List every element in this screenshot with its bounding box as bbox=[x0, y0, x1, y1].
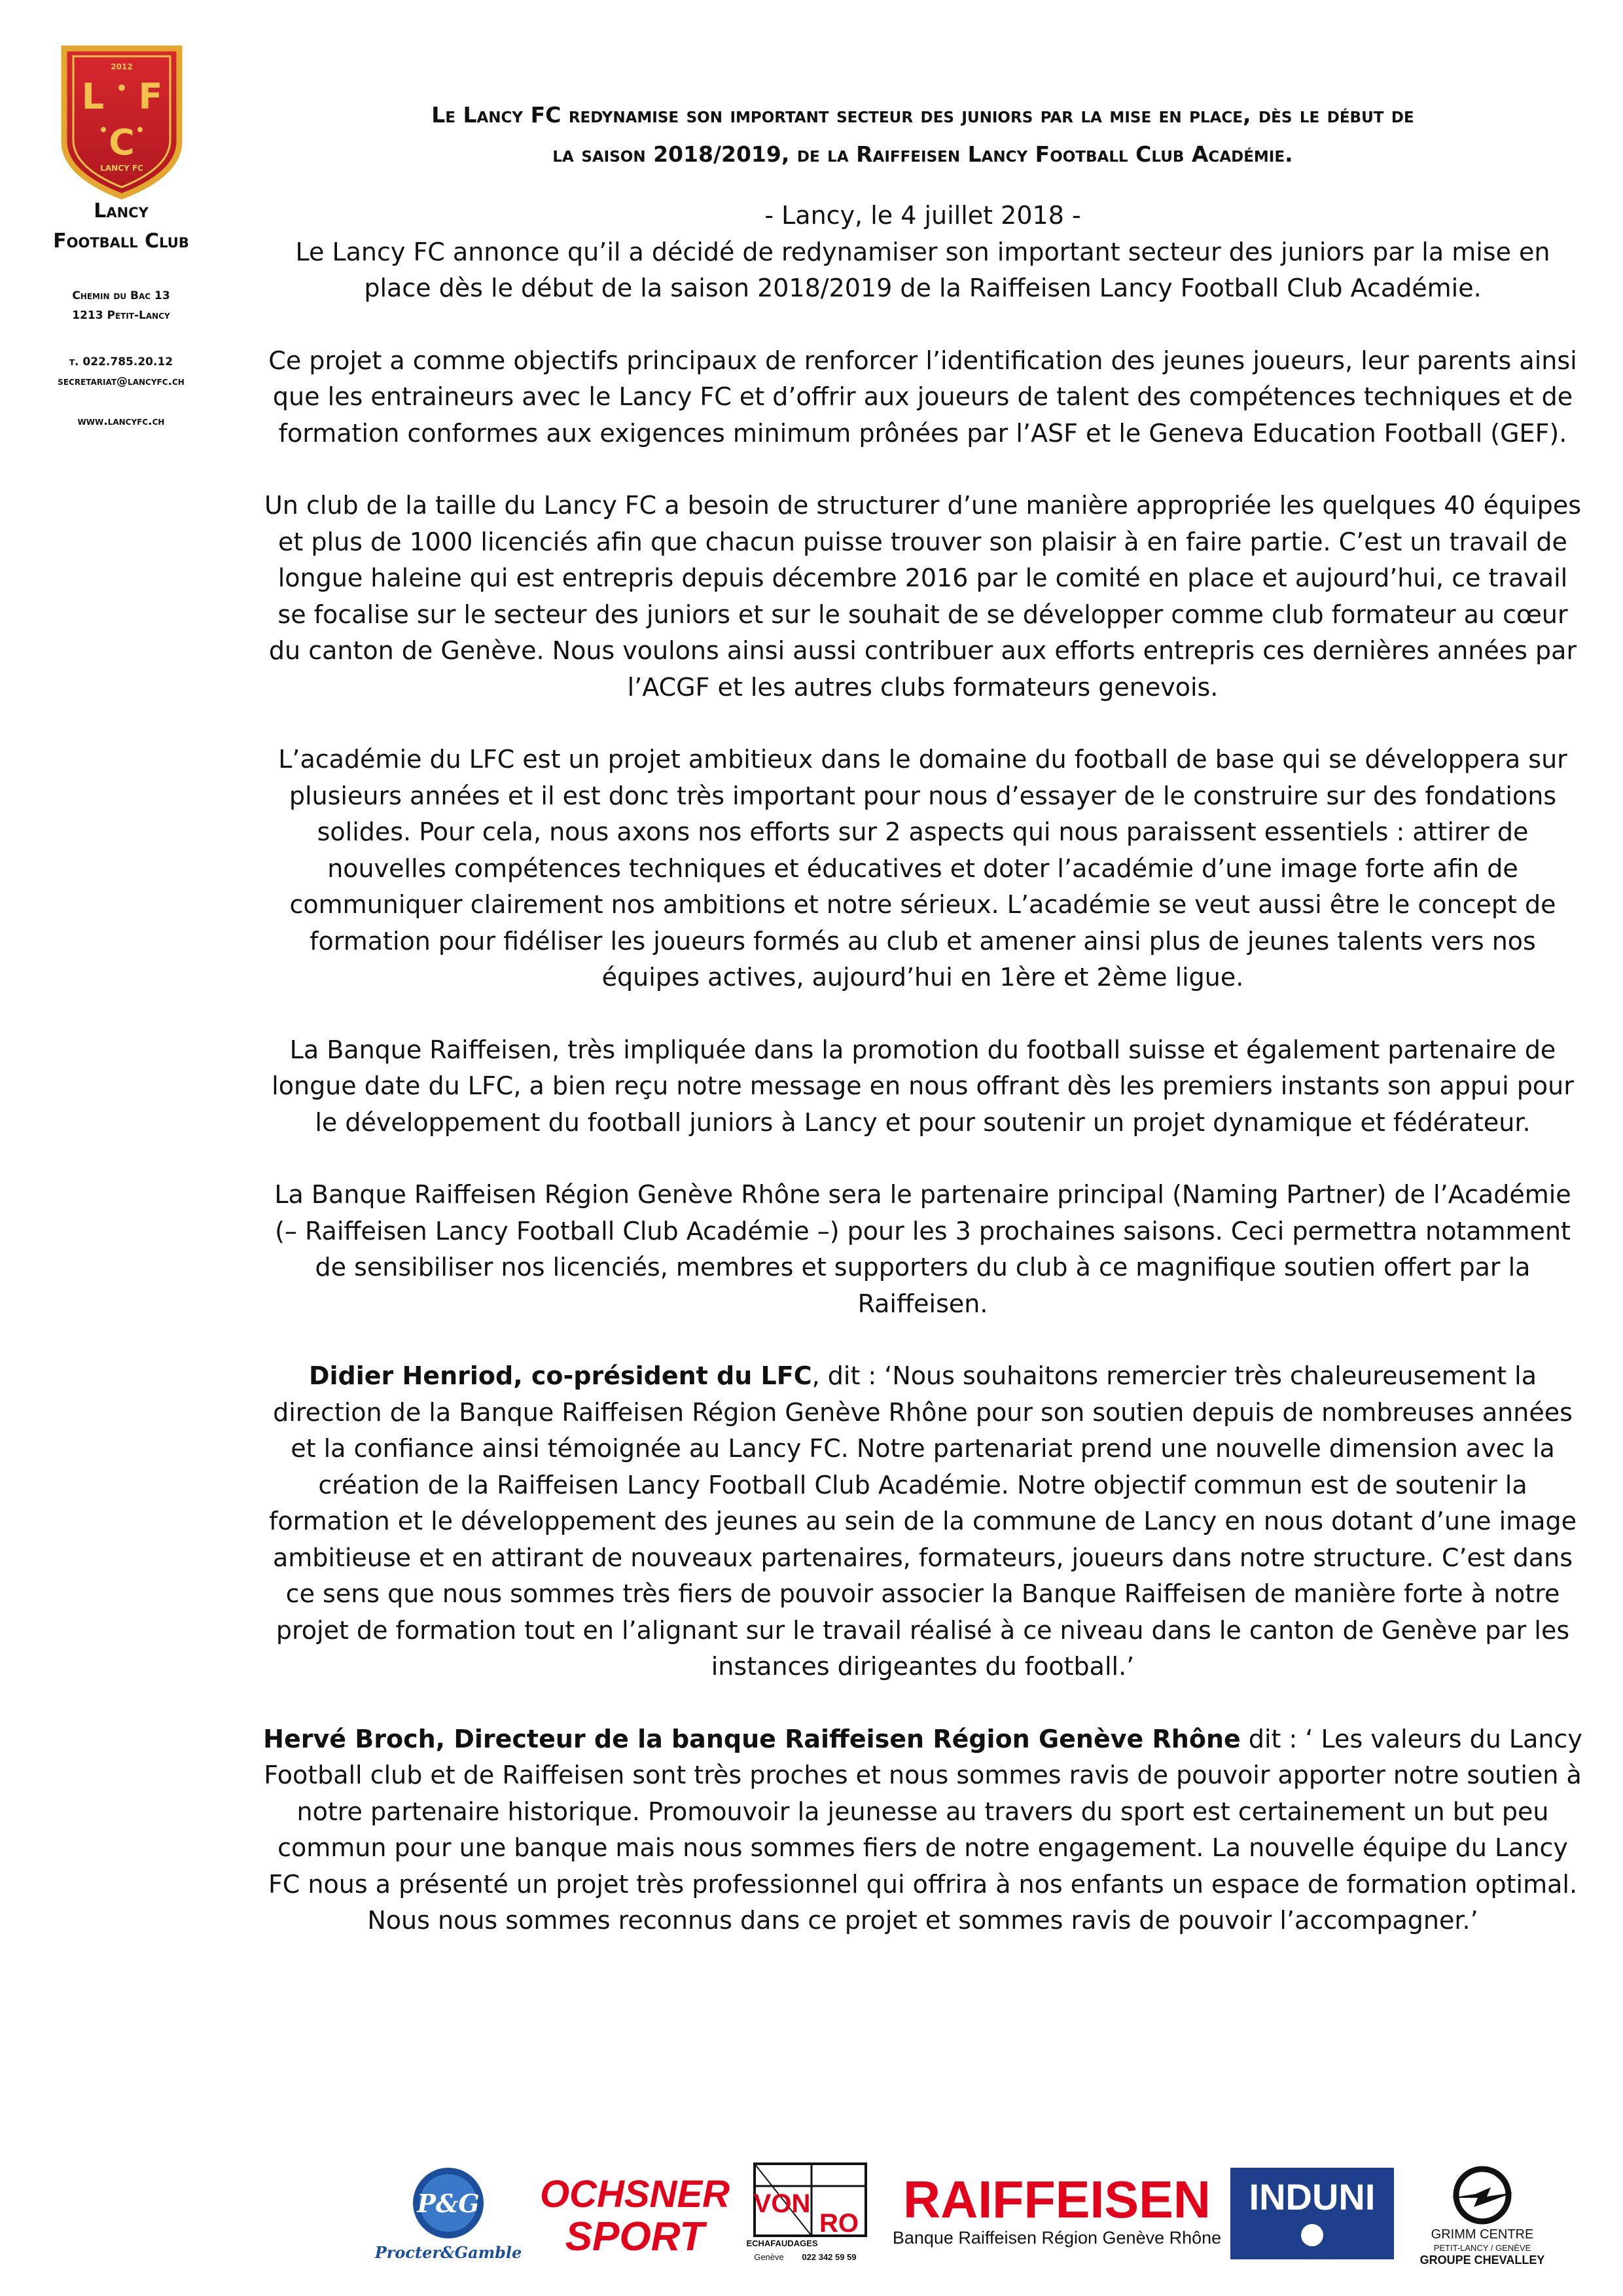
vonro-echafaudages: ECHAFAUDAGES bbox=[746, 2238, 818, 2248]
club-email[interactable]: secretariat@lancyfc.ch bbox=[58, 375, 185, 388]
crest-subtitle: LANCY FC bbox=[100, 164, 143, 173]
grimm-line1: GRIMM CENTRE bbox=[1431, 2227, 1534, 2242]
raiffeisen-subtitle: Banque Raiffeisen Région Genève Rhône bbox=[892, 2228, 1222, 2248]
procter-gamble-logo bbox=[374, 2166, 522, 2265]
paragraph-objectives: Ce projet a comme objectifs principaux de renforcer l’identification des jeunes joueurs, leur parents ainsi que les entraineurs avec le Lancy FC et d’offrir aux joueurs de talent des compétences techniques et de formation conformes aux exigences minimum prônées par l’ASF et le Geneva Education Football (GEF). bbox=[268, 346, 1577, 448]
ochsner-sport-logo bbox=[537, 2173, 733, 2258]
headline-line2: la saison 2018/2019, de la Raiffeisen Lancy Football Club Académie. bbox=[552, 141, 1293, 167]
club-name bbox=[13, 196, 229, 257]
induni-logo bbox=[1230, 2168, 1394, 2259]
von-ro-logo bbox=[746, 2160, 874, 2265]
vonro-von: VON bbox=[753, 2189, 811, 2218]
paragraph-club-structure: Un club de la taille du Lancy FC a besoin de structurer d’une manière appropriée les quelques 40 équipes et plus de 1000 licenciés afin que chacun puisse trouver son plaisir à en faire partie. C’est un travail de longue haleine qui est entrepris depuis décembre 2016 par le comité en place et aujourd’hui, ce travail se focalise sur le secteur des juniors et sur le souhait de se développer comme club formateur au cœur du canton de Genève. Nous voulons ainsi aussi contribuer aux efforts entrepris ces dernières années par l’ACGF et les autres clubs formateurs genevois. bbox=[264, 491, 1582, 702]
svg-text:F: F bbox=[138, 76, 163, 117]
paragraph-academy: L’académie du LFC est un projet ambitieux dans le domaine du football de base qui se développera sur plusieurs années et il est donc très important pour nous d’essayer de le construire sur des fondations solides. Pour cela, nous axons nos efforts sur 2 aspects qui nous paraissent essentiels : attirer de nouvelles compétences techniques et éducatives et doter l’académie d’une image forte afin de communiquer clairement nos ambitions et notre sérieux. L’académie se veut aussi être le concept de formation pour fidéliser les joueurs formés au club et amener ainsi plus de jeunes talents vers nos équipes actives, aujourd’hui en 1ère et 2ème ligue. bbox=[278, 745, 1567, 992]
svg-text:C: C bbox=[109, 122, 135, 163]
vonro-ro: RO bbox=[819, 2209, 859, 2238]
quote-broch bbox=[262, 1721, 1584, 1939]
vonro-phone: 022 342 59 59 bbox=[802, 2252, 857, 2262]
grimm-line2: PETIT-LANCY / GENÈVE bbox=[1433, 2243, 1531, 2253]
crest-year: 2012 bbox=[111, 62, 133, 71]
ochsner-line1: OCHSNER bbox=[539, 2173, 730, 2215]
induni-wordmark: INDUNI bbox=[1249, 2176, 1376, 2217]
paragraph-naming-partner: La Banque Raiffeisen Région Genève Rhône sera le partenaire principal (Naming Partner) de l’Académie (– Raiffeisen Lancy Football Club Académie –) pour les 3 prochaines saisons. Ceci permettra notamment de sensibiliser nos licenciés, membres et supporters du club à ce magnifique soutien offert par la Raiffeisen. bbox=[274, 1180, 1571, 1318]
address-line1: Chemin du Bac 13 bbox=[72, 289, 170, 302]
club-contact bbox=[13, 352, 229, 391]
quote-henriod bbox=[262, 1358, 1584, 1685]
pg-name: Procter&Gamble bbox=[374, 2243, 522, 2262]
sponsor-logos bbox=[374, 2160, 1551, 2271]
quote-broch-text: dit : ‘ Les valeurs du Lancy Football club et de Raiffeisen sont très proches et nous sommes ravis de pouvoir apporter notre soutien à notre partenaire historique. Promouvoir la jeunesse au travers du sport est certainement un but peu commun pour une banque mais nous sommes fiers de notre engagement. La nouvelle équipe du Lancy FC nous a présenté un projet très professionnel qui offrira à nos enfants un espace de formation optimal. Nous nous sommes reconnus dans ce projet et sommes ravis de pouvoir l’accompagner.’ bbox=[264, 1724, 1582, 1935]
address-line2: 1213 Petit-Lancy bbox=[72, 309, 170, 322]
headline-line1: Le Lancy FC redynamise son important secteur des juniors par la mise en place, dès le début de bbox=[431, 102, 1414, 128]
grimm-line3: GROUPE CHEVALLEY bbox=[1419, 2253, 1545, 2267]
club-website[interactable]: www.lancyfc.ch bbox=[77, 415, 165, 428]
club-address bbox=[13, 286, 229, 325]
pg-mark: P&G bbox=[417, 2189, 480, 2218]
quote-broch-speaker: Hervé Broch, Directeur de la banque Raiffeisen Région Genève Rhône bbox=[263, 1724, 1241, 1753]
paragraph-raiffeisen-support: La Banque Raiffeisen, très impliquée dans la promotion du football suisse et également partenaire de longue date du LFC, a bien reçu notre message en nous offrant dès les premiers instants son appui pour le développement du football juniors à Lancy et pour soutenir un projet dynamique et fédérateur. bbox=[272, 1035, 1574, 1137]
club-name-line1: Lancy bbox=[94, 200, 149, 223]
svg-text:L: L bbox=[81, 76, 105, 117]
grimm-centre-opel-logo bbox=[1414, 2164, 1551, 2269]
club-phone: t. 022.785.20.12 bbox=[69, 355, 173, 368]
press-release-headline bbox=[262, 96, 1584, 174]
quote-henriod-text: , dit : ‘Nous souhaitons remercier très chaleureusement la direction de la Banque Raiffeisen Région Genève Rhône pour son soutien depuis de nombreuses années et la confiance ainsi témoignée au Lancy FC. Notre partenariat prend une nouvelle dimension avec la création de la Raiffeisen Lancy Football Club Académie. Notre objectif commun est de soutenir la formation et le développement des jeunes au sein de la commune de Lancy en nous dotant d’une image ambitieuse et en attirant de nouveaux partenaires, formateurs, joueurs dans notre structure. C’est dans ce sens que nous sommes très fiers de pouvoir associer la Banque Raiffeisen de manière forte à notre projet de formation tout en l’alignant sur le travail réalisé à ce niveau dans le canton de Genève par les instances dirigeantes du football.’ bbox=[269, 1361, 1577, 1681]
ochsner-line2: SPORT bbox=[565, 2214, 705, 2259]
raiffeisen-wordmark: RAIFFEISEN bbox=[903, 2170, 1211, 2229]
lancy-fc-crest-logo bbox=[56, 43, 187, 200]
paragraph-intro: Le Lancy FC annonce qu’il a décidé de redynamiser son important secteur des juniors par la mise en place dès le début de la saison 2018/2019 de la Raiffeisen Lancy Football Club Académie. bbox=[295, 237, 1550, 302]
quote-henriod-speaker: Didier Henriod, co-président du LFC bbox=[308, 1361, 812, 1390]
dateline: - Lancy, le 4 juillet 2018 - bbox=[764, 201, 1081, 230]
press-release-body bbox=[262, 198, 1584, 1939]
raiffeisen-logo bbox=[892, 2170, 1222, 2251]
club-name-line2: Football Club bbox=[53, 230, 189, 253]
vonro-geneve: Genève bbox=[754, 2252, 784, 2262]
